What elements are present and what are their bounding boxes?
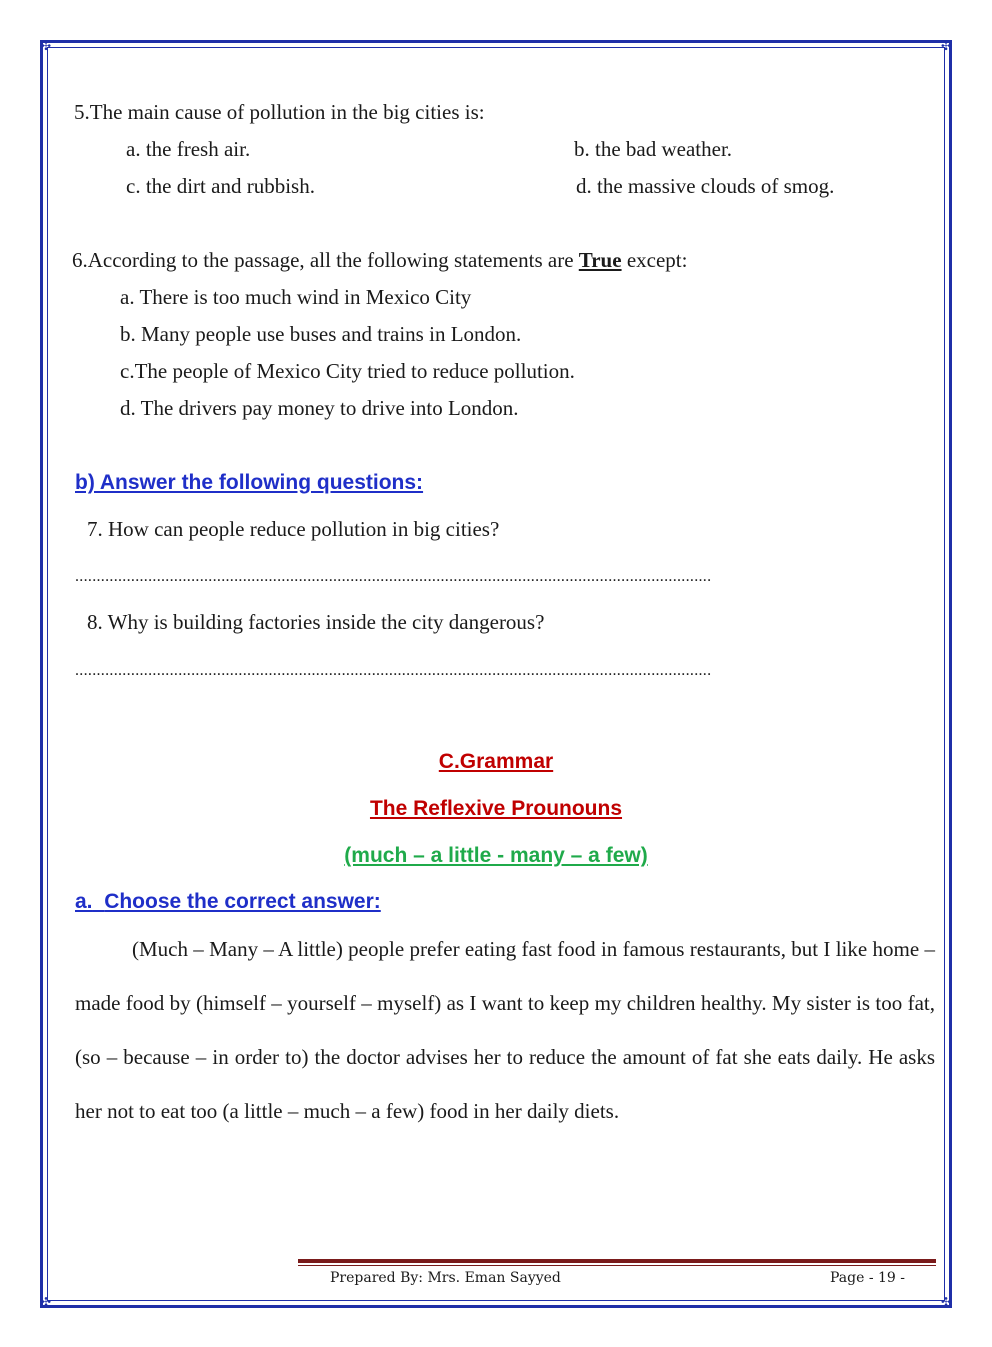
grammar-title: C.Grammar [438,750,554,773]
question-6-option-d: d. The drivers pay money to drive into London. [120,396,519,420]
answer-line-8[interactable]: .................................................................................................................................................... [75,662,712,679]
task-letter: a. [75,890,93,913]
corner-ornament-icon: ✣ [40,1295,52,1309]
corner-ornament-icon: ✣ [40,39,52,53]
question-6-option-a: a. There is too much wind in Mexico City [120,285,472,309]
grammar-topic: (much – a little - many – a few) [344,844,648,867]
question-5-stem: 5.The main cause of pollution in the big cities is: [74,100,485,124]
corner-ornament-icon: ✣ [940,1295,952,1309]
grammar-subtitle: The Reflexive Prounouns [369,797,623,820]
question-6-option-c: c.The people of Mexico City tried to reduce pollution. [120,359,575,383]
question-5-option-a: a. the fresh air. [126,137,251,161]
question-5-option-c: c. the dirt and rubbish. [126,174,315,198]
footer-page-number: Page - 19 - [830,1270,906,1286]
corner-ornament-icon: ✣ [940,39,952,53]
emphasis-true: True [578,248,622,272]
answer-line-7[interactable]: .................................................................................................................................................... [75,568,712,585]
footer-author: Prepared By: Mrs. Eman Sayyed [330,1270,561,1286]
question-5-option-d: d. the massive clouds of smog. [576,174,835,198]
grammar-paragraph: (Much – Many – A little) people prefer eating fast food in famous restaurants, but I like home – made food by (himself – yourself – myself) as I want to keep my children healthy. My sister is too fat, (so – because – in order to) the doctor advises her to reduce the amount of fat she eats daily. He asks her not to eat too (a little – much – a few) food in her daily diets. [75,937,935,1123]
footer-rule-thin [298,1265,936,1266]
question-8: 8. Why is building factories inside the city dangerous? [87,610,545,634]
footer-rule [298,1259,936,1263]
question-7: 7. How can people reduce pollution in big cities? [87,517,500,541]
task-text: Choose the correct answer: [104,890,381,913]
question-6-option-b: b. Many people use buses and trains in London. [120,322,522,346]
section-b-heading: b) Answer the following questions: [75,471,424,494]
question-6-stem: 6.According to the passage, all the following statements are True except: [72,248,688,272]
question-5-option-b: b. the bad weather. [574,137,733,161]
task-heading [75,889,381,915]
